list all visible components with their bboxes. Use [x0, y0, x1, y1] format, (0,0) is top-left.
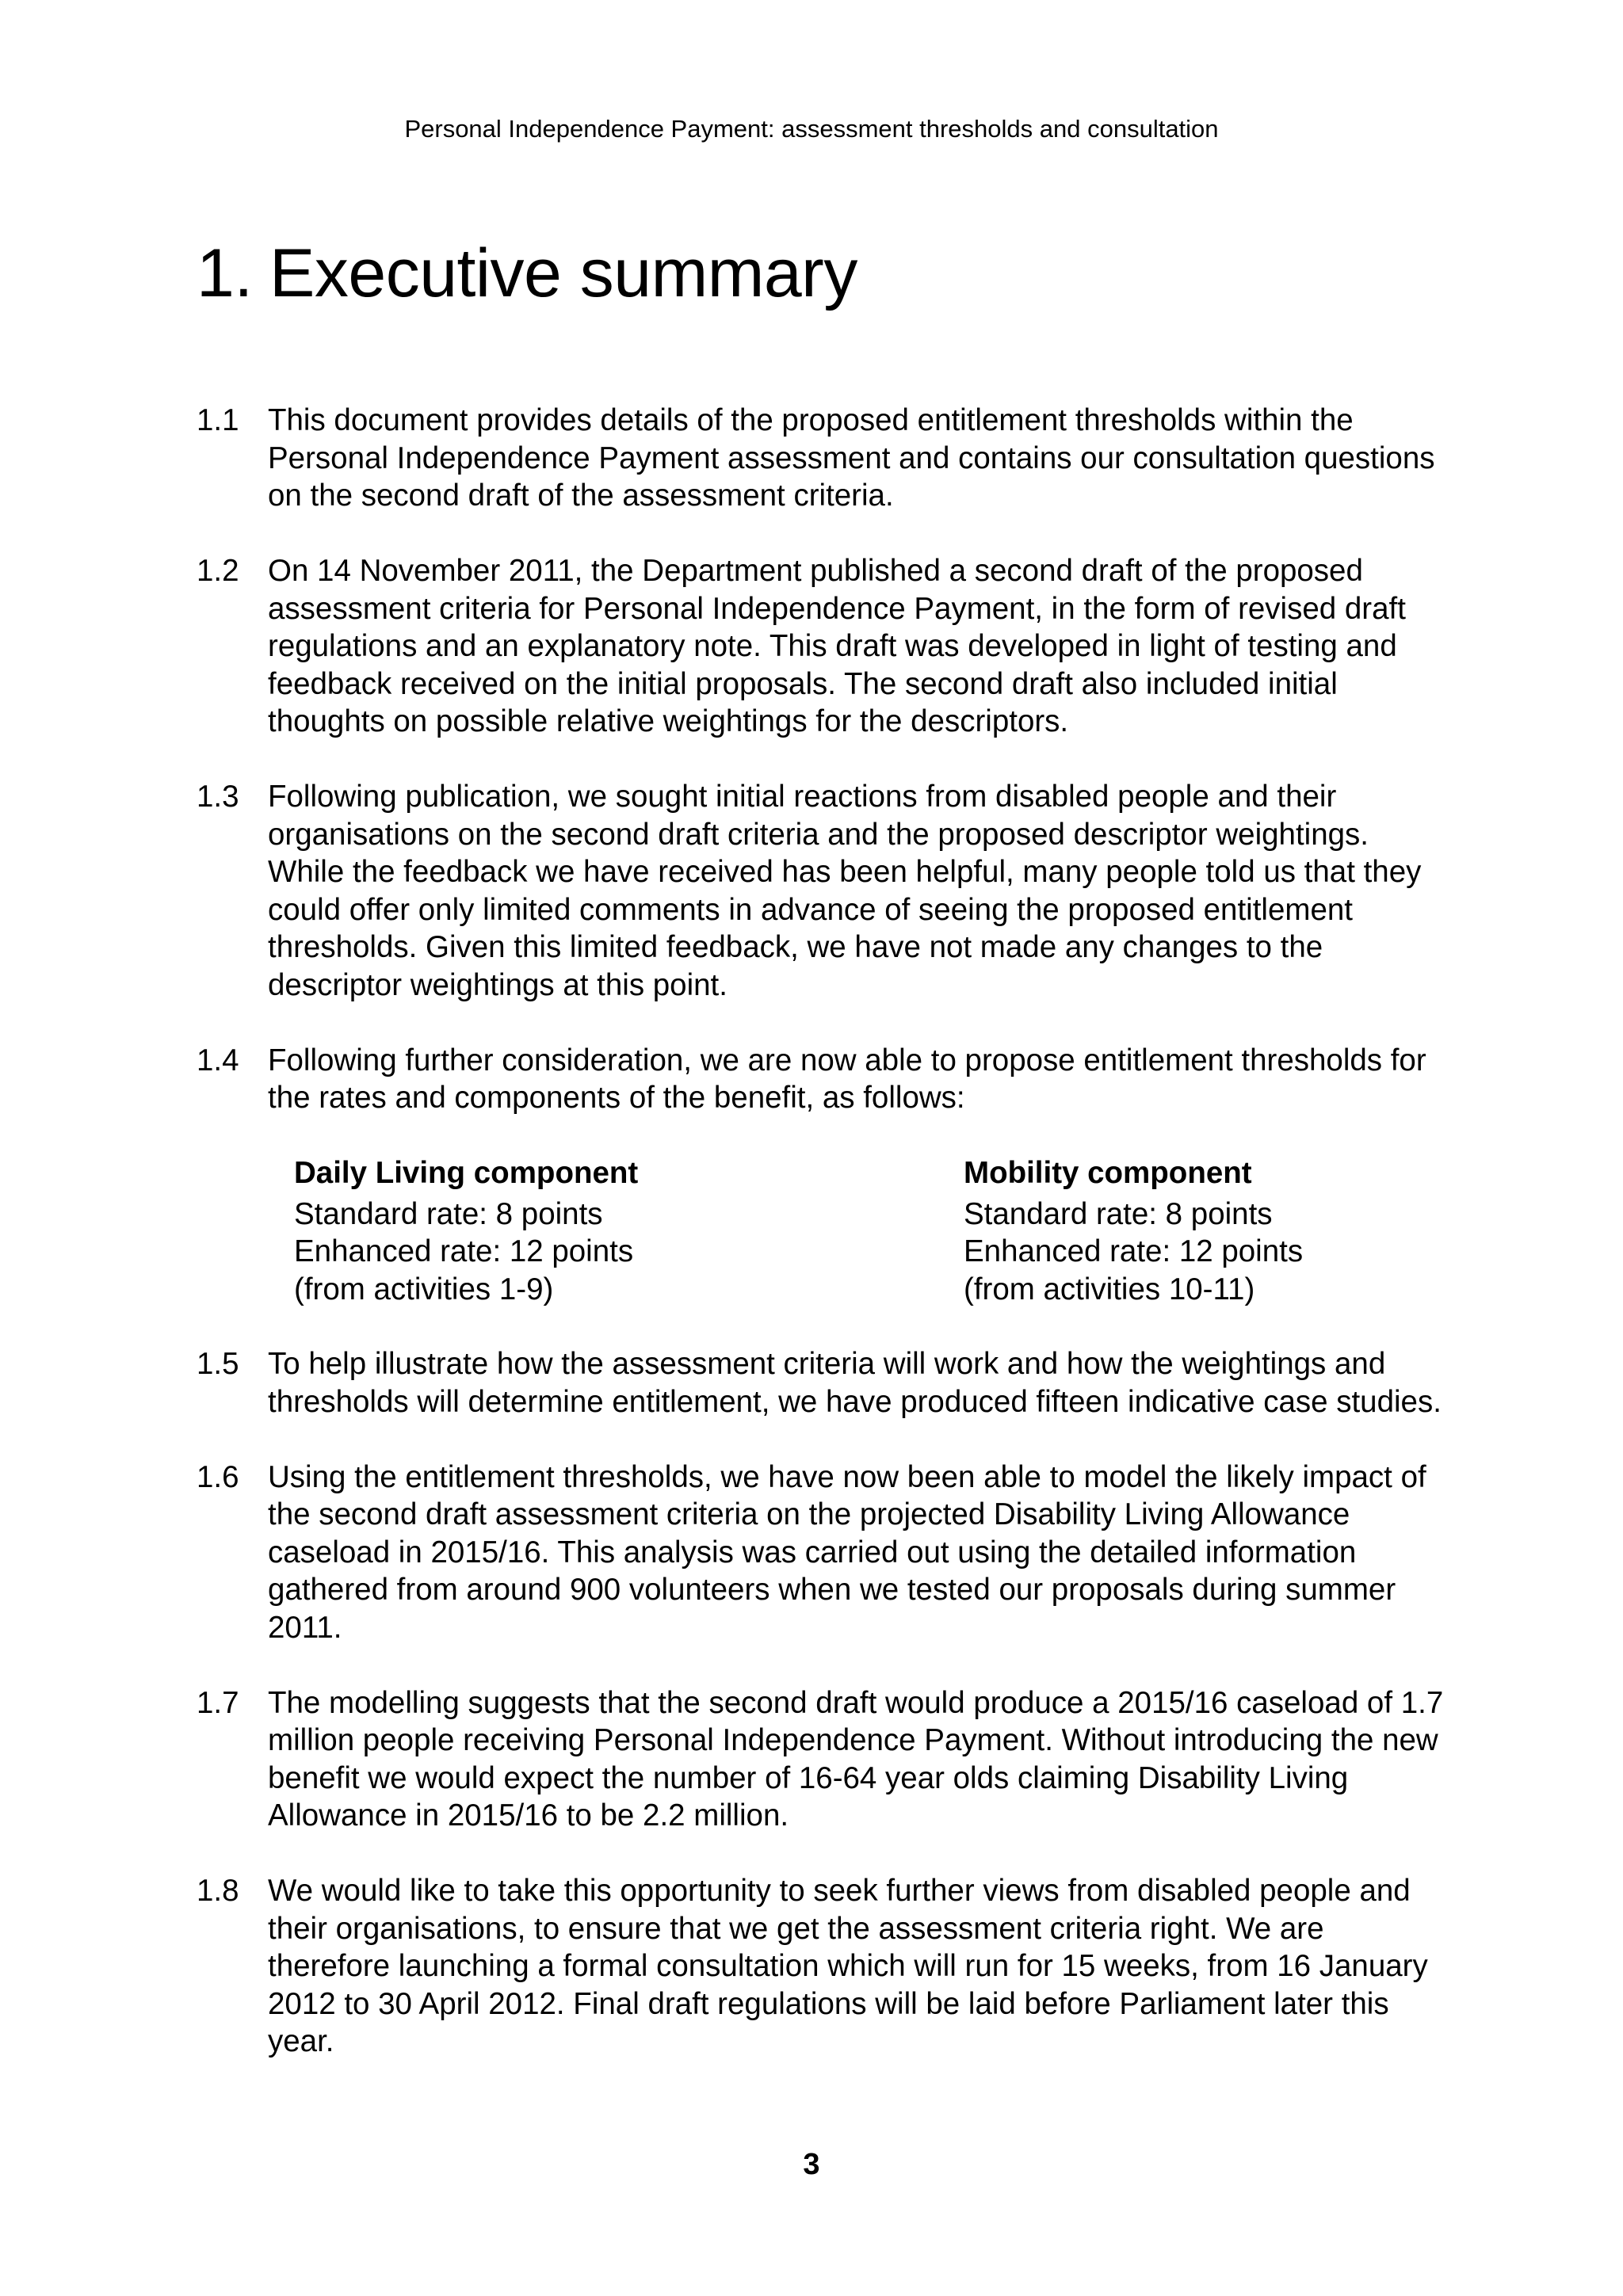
document-body [197, 402, 1449, 2098]
page-number: 3 [803, 2148, 820, 2181]
paragraph-number: 1.7 [197, 1685, 239, 1720]
mobility-activities: (from activities 10-11) [964, 1272, 1255, 1306]
section-title: Executive summary [269, 235, 857, 311]
running-header: Personal Independence Payment: assessment thresholds and consultation [404, 115, 1219, 143]
section-number: 1. [197, 235, 253, 311]
paragraph-number: 1.1 [197, 403, 239, 437]
daily-living-enhanced-rate: Enhanced rate: 12 points [294, 1234, 634, 1268]
paragraph-text: We would like to take this opportunity to seek further views from disabled people and their organisations, to ensure that we get the assessment criteria right. We are therefore launching a formal consultation which will run for 15 weeks, from 16 January 2012 to 30 April 2012. Final draft regulations will be laid before Parliament later this year. [268, 1874, 1428, 2058]
paragraph-text: To help illustrate how the assessment criteria will work and how the weightings and thresholds will determine entitlement, we have produced fifteen indicative case studies. [268, 1347, 1442, 1419]
daily-living-title: Daily Living component [294, 1156, 639, 1190]
paragraph-1-4 [197, 1042, 1449, 1117]
paragraph-text: Using the entitlement thresholds, we have now been able to model the likely impact of the second draft assessment criteria on the projected Disability Living Allowance caseload in 2015/16. This analysis was carried out using the detailed information gathered from around 900 volunteers when we tested our proposals during summer 2011. [268, 1459, 1426, 1645]
mobility-title: Mobility component [964, 1156, 1252, 1190]
daily-living-standard-rate: Standard rate: 8 points [294, 1196, 603, 1231]
paragraph-text: On 14 November 2011, the Department published a second draft of the proposed assessment criteria for Personal Independence Payment, in the form of revised draft regulations and an explanatory note. This draft was developed in light of testing and feedback received on the initial proposals. The second draft also included initial thoughts on possible relative weightings for the descriptors. [268, 554, 1406, 738]
mobility-component [964, 1154, 1303, 1308]
entitlement-thresholds [294, 1154, 1449, 1308]
daily-living-activities: (from activities 1-9) [294, 1272, 554, 1306]
paragraph-1-1 [197, 402, 1449, 515]
paragraph-1-7 [197, 1684, 1449, 1835]
paragraph-1-5 [197, 1345, 1449, 1421]
paragraph-text: This document provides details of the proposed entitlement thresholds within the Personal Independence Payment assessment and contains our consultation questions on the second draft of the assessment criteria. [268, 403, 1435, 513]
paragraph-1-2 [197, 552, 1449, 741]
paragraph-text: The modelling suggests that the second draft would produce a 2015/16 caseload of 1.7 million people receiving Personal Independence Payment. Without introducing the new benefit we would expect the number of 16-64 year olds claiming Disability Living Allowance in 2015/16 to be 2.2 million. [268, 1685, 1444, 1833]
paragraph-text: Following publication, we sought initial reactions from disabled people and their organisations on the second draft criteria and the proposed descriptor weightings. While the feedback we have received has been helpful, many people told us that they could offer only limited comments in advance of seeing the proposed entitlement thresholds. Given this limited feedback, we have not made any changes to the descriptor weightings at this point. [268, 780, 1422, 1002]
paragraph-1-3 [197, 778, 1449, 1004]
paragraph-1-8 [197, 1872, 1449, 2061]
mobility-enhanced-rate: Enhanced rate: 12 points [964, 1234, 1304, 1268]
paragraph-number: 1.2 [197, 554, 239, 588]
mobility-standard-rate: Standard rate: 8 points [964, 1196, 1273, 1231]
daily-living-component [294, 1154, 964, 1308]
paragraph-number: 1.4 [197, 1043, 239, 1077]
paragraph-number: 1.6 [197, 1459, 239, 1494]
paragraph-text: Following further consideration, we are now able to propose entitlement thresholds for the rates and components of the benefit, as follows: [268, 1043, 1426, 1115]
page-title [197, 230, 857, 317]
paragraph-number: 1.5 [197, 1347, 239, 1381]
paragraph-number: 1.8 [197, 1874, 239, 1908]
paragraph-1-6 [197, 1459, 1449, 1647]
paragraph-number: 1.3 [197, 780, 239, 814]
